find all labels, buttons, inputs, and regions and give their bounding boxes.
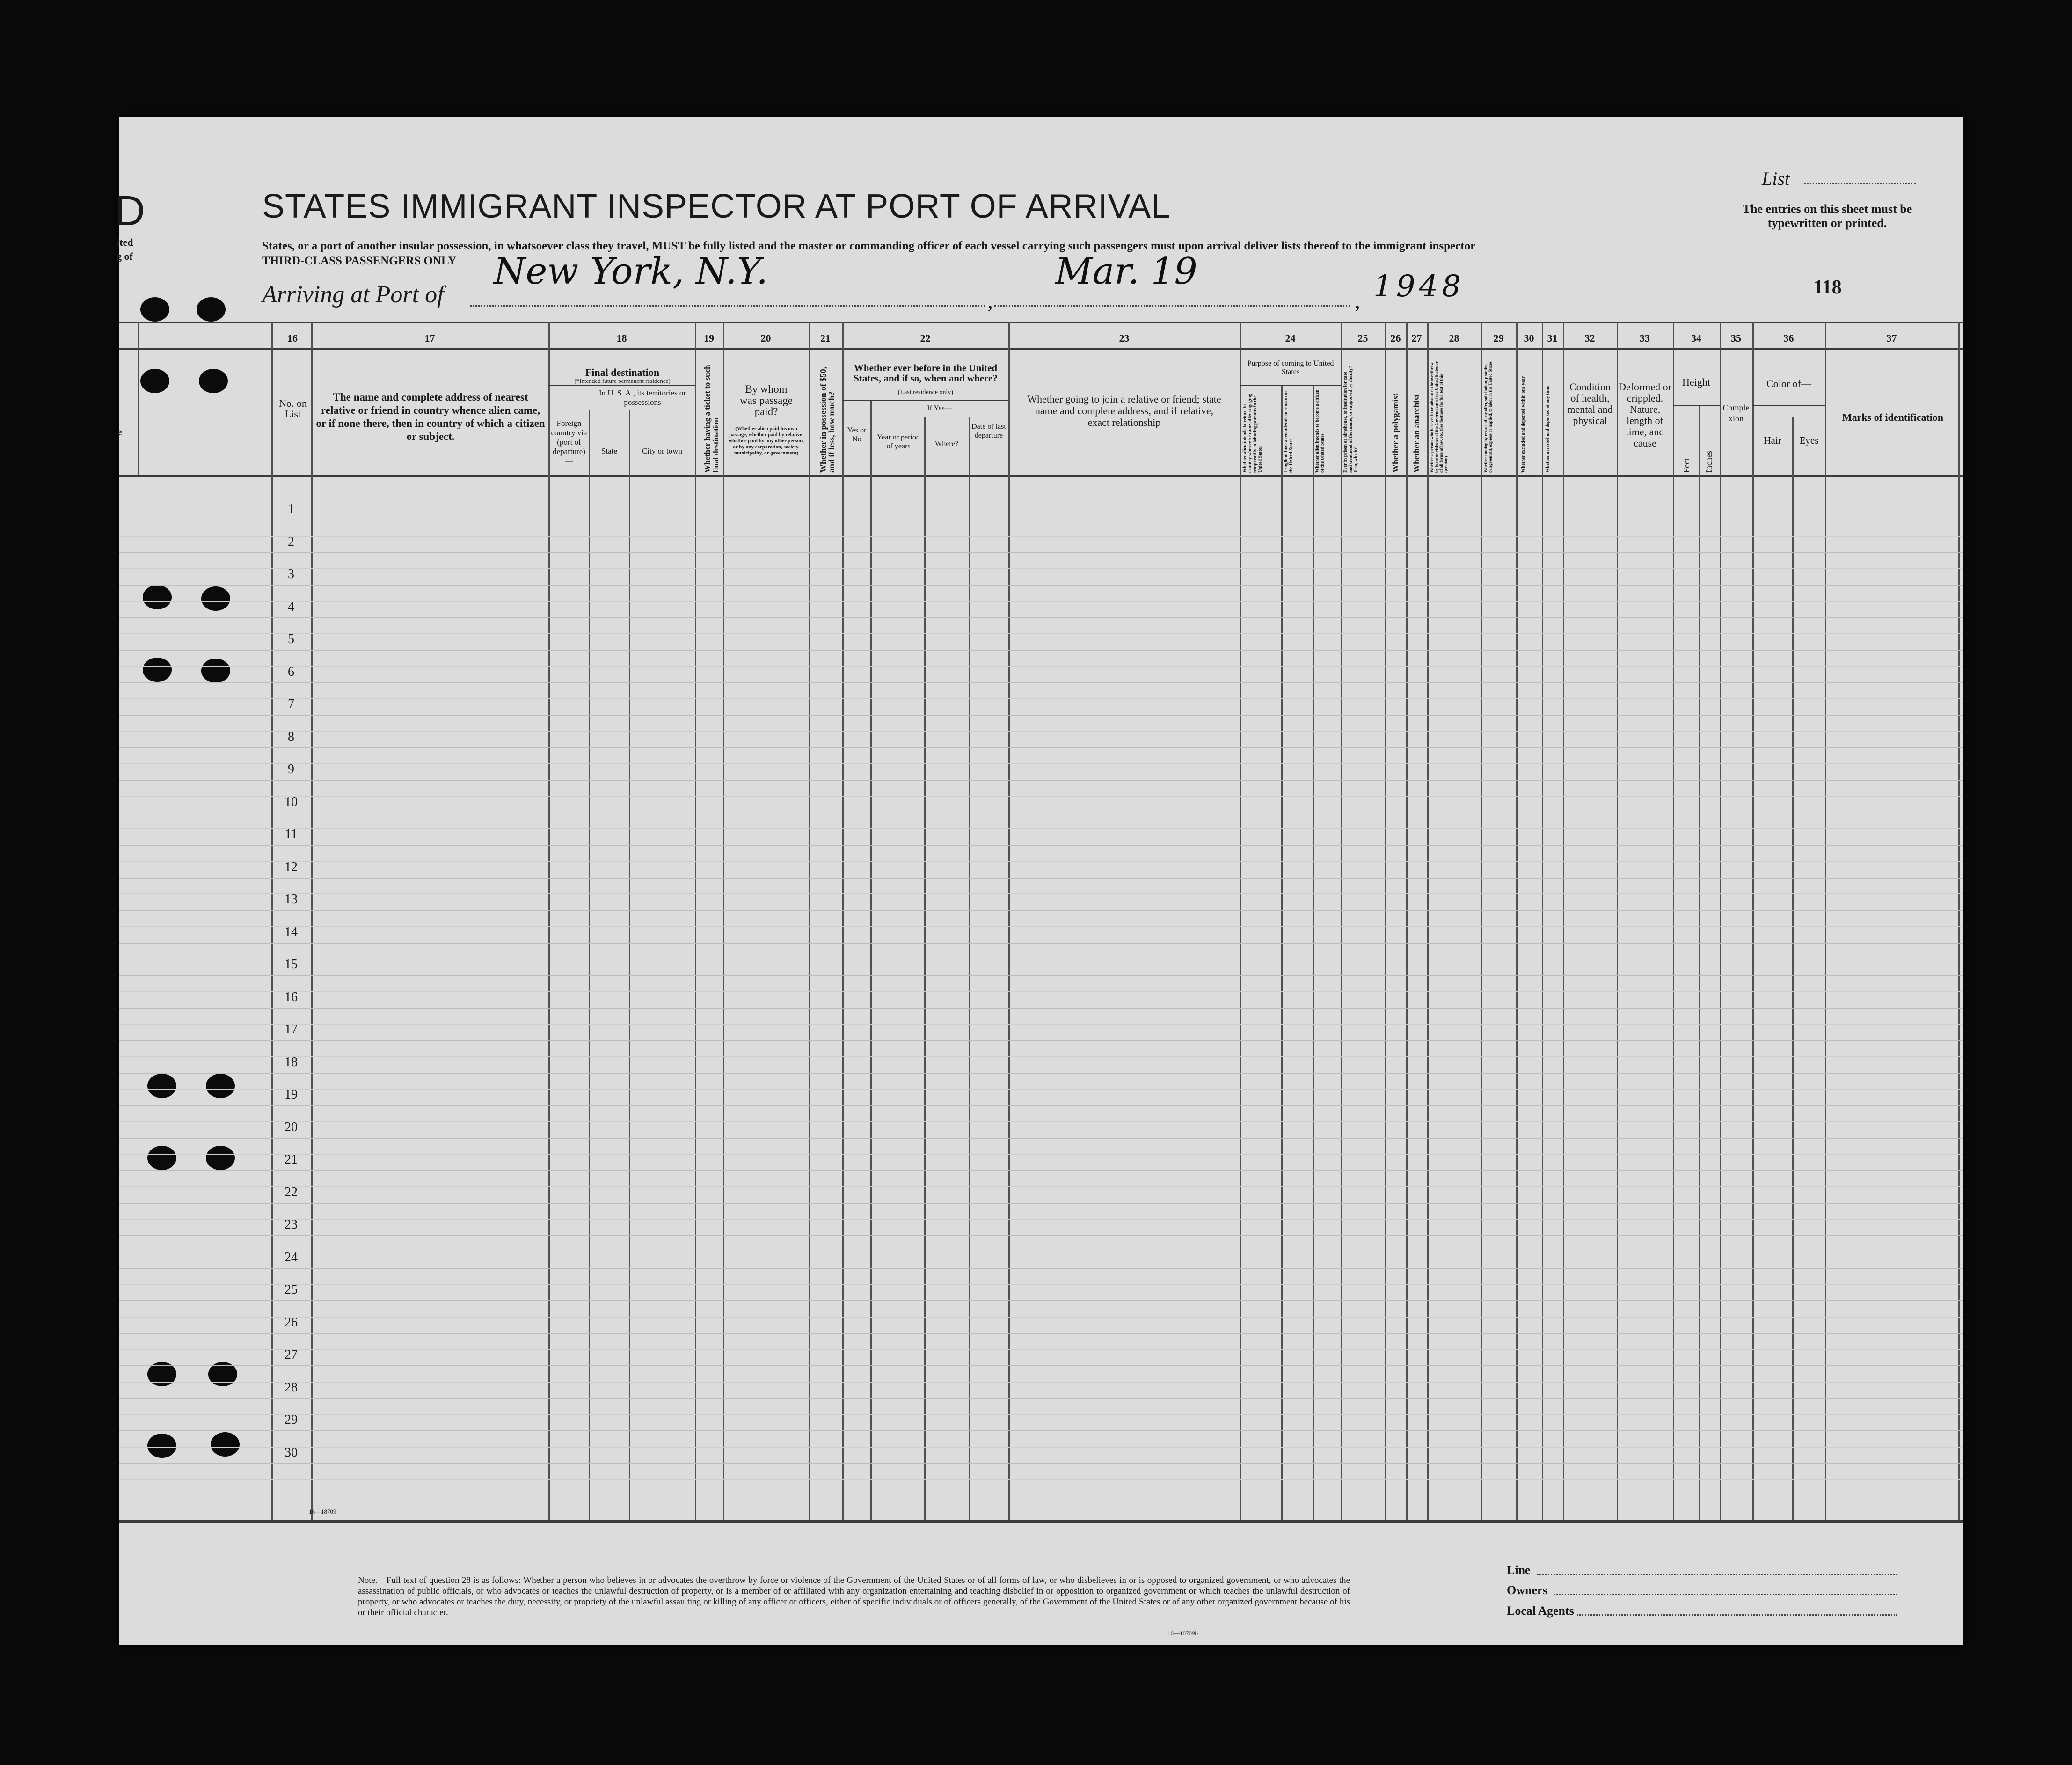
row-rule	[119, 1203, 1963, 1204]
header-city: City or town	[642, 447, 682, 455]
row-number: 13	[285, 892, 298, 907]
list-label: List	[1762, 168, 1790, 189]
row-rule	[119, 943, 1963, 944]
header-if-yes: If Yes—	[927, 404, 952, 412]
header-date-last-departure: Date of last departure	[971, 423, 1006, 439]
header-anarchist: Whether an anarchist	[1412, 394, 1421, 473]
row-number: 29	[285, 1413, 298, 1427]
left-fragment-letter: D	[115, 188, 145, 234]
form-subtitle: States, or a port of another insular possession, in whatsoever class they travel, MUST be fully listed and the master or commanding officer of each vessel carrying such passengers must upon arrival deliver lists thereof to the immigrant inspector	[262, 240, 1476, 252]
row-rule	[119, 552, 1963, 553]
header-number-rule	[119, 348, 1963, 350]
form-code: 16—18709	[309, 1508, 336, 1515]
header-eyes: Eyes	[1799, 435, 1819, 446]
header-marks: Marks of identification	[1842, 411, 1944, 423]
column-number: 24	[1285, 332, 1296, 344]
column-rule	[1792, 417, 1794, 1520]
row-subrule	[119, 568, 1963, 569]
header-final-destination: Final destination	[585, 366, 660, 378]
row-number: 20	[285, 1120, 298, 1135]
column-rule	[548, 322, 550, 1520]
column-number: 19	[704, 332, 714, 344]
row-rule	[119, 682, 1963, 683]
header-arrested-deported: Whether arrested and deported at any time	[1545, 386, 1550, 473]
row-rule	[119, 1463, 1963, 1464]
header-in-usa: In U. S. A., its territories or possessions	[598, 388, 686, 407]
row-rule	[119, 845, 1963, 846]
date-handwritten: Mar. 19	[1055, 250, 1197, 293]
row-subrule	[119, 861, 1963, 862]
column-rule	[271, 322, 273, 1520]
row-number: 15	[285, 957, 298, 972]
row-subrule	[119, 1024, 1963, 1025]
column-number: 18	[616, 332, 627, 344]
subheader-rule	[548, 385, 695, 386]
row-subrule	[119, 796, 1963, 797]
column-rule	[1481, 322, 1482, 1520]
column-rule	[1427, 322, 1429, 1520]
column-number: 23	[1119, 332, 1130, 344]
row-subrule	[119, 763, 1963, 764]
punch-hole	[201, 586, 230, 611]
header-become-citizen: Whether alien intends to become a citizen of the United States	[1315, 389, 1325, 473]
header-hair: Hair	[1764, 435, 1781, 446]
date-line	[994, 305, 1350, 307]
header-year-period: Year or period of years	[877, 433, 920, 450]
column-number: 30	[1524, 332, 1534, 344]
row-number: 23	[285, 1217, 298, 1232]
row-number: 26	[285, 1315, 298, 1330]
row-number: 10	[285, 794, 298, 809]
row-number: 12	[285, 859, 298, 874]
row-rule	[119, 780, 1963, 781]
subheader-rule	[842, 400, 1008, 401]
row-rule	[119, 585, 1963, 586]
column-number: 36	[1783, 332, 1794, 344]
column-rule	[1341, 322, 1342, 1520]
row-number: 16	[285, 989, 298, 1004]
column-rule	[1825, 322, 1826, 1520]
instructions: The entries on this sheet must be typewritten or printed.	[1742, 202, 1912, 230]
column-rule	[1385, 322, 1386, 1520]
header-return-intent: Whether alien intends to return to country whence he came after engaging temporarily in laboring pursuits in the United States	[1242, 394, 1263, 473]
row-rule	[119, 1333, 1963, 1334]
comma: ,	[1355, 288, 1360, 313]
header-joining-relative: Whether going to join a relative or friend; state name and complete address, and if relative, exact relationship	[1027, 393, 1221, 428]
header-passage-paid: By whom was passage paid?	[739, 383, 793, 417]
row-rule	[119, 1138, 1963, 1139]
row-number: 5	[288, 632, 294, 646]
header-health: Condition of health, mental and physical	[1567, 381, 1613, 426]
row-subrule	[119, 633, 1963, 634]
column-rule	[629, 410, 630, 1520]
column-rule	[138, 322, 139, 475]
header-excluded-deported: Whether excluded and deported within one year	[1521, 376, 1526, 473]
row-subrule	[119, 1382, 1963, 1383]
column-rule	[1313, 386, 1314, 1520]
column-number: 21	[820, 332, 831, 344]
header-prison: Ever in prison or almshouse, or institution for care and treatment of the insane, or supported by charity? If so, which?	[1343, 366, 1358, 473]
form-code-b: 16—18709b	[1167, 1630, 1198, 1637]
header-length-stay: Length of time alien intends to remain in the United States	[1284, 391, 1294, 473]
row-rule	[119, 1430, 1963, 1431]
row-number: 7	[288, 697, 294, 711]
form-title: STATES IMMIGRANT INSPECTOR AT PORT OF ARRIVAL	[262, 188, 1171, 225]
header-no-on-list: No. on List	[279, 397, 307, 420]
row-subrule	[119, 731, 1963, 732]
punch-hole	[143, 658, 172, 682]
line-field[interactable]	[1537, 1574, 1897, 1575]
row-rule	[119, 617, 1963, 618]
row-subrule	[119, 1219, 1963, 1220]
row-number: 25	[285, 1282, 298, 1297]
column-number: 34	[1691, 332, 1701, 344]
row-rule	[119, 1170, 1963, 1171]
left-fragment-text: e	[117, 426, 122, 438]
header-yes-or-no: Yes or No	[847, 426, 867, 443]
row-subrule	[119, 1349, 1963, 1350]
row-number: 24	[285, 1250, 298, 1265]
column-rule	[723, 322, 724, 1520]
punch-hole	[147, 1434, 176, 1458]
column-number: 20	[760, 332, 771, 344]
column-number: 37	[1886, 332, 1897, 344]
comma: ,	[987, 288, 993, 313]
column-rule	[809, 322, 810, 1520]
column-rule	[924, 417, 926, 1520]
row-subrule	[119, 1284, 1963, 1285]
row-rule	[119, 1040, 1963, 1041]
header-where: Where?	[935, 440, 958, 448]
row-subrule	[119, 991, 1963, 992]
row-rule	[119, 1268, 1963, 1269]
column-rule	[1516, 322, 1518, 1520]
subheader-rule	[1240, 385, 1341, 386]
footnote: Note.—Full text of question 28 is as follows: Whether a person who believes in or advocates the overthrow by force or violence of the Government of the United States or of all forms of law, or who disbelieves in or is opposed to organized government, or who advocates the assassination of public officials, or who advocates or teaches the unlawful destruction of property, or is a member of or affiliated with any organization entertaining and teaching disbelief in or opposition to organized government or which teaches the unlawful destruction of property, or who advocates or teaches the duty, necessity, or propriety of the unlawful assaulting or killing of any officer or officers, either of specific individuals or of officers generally, of the Government of the United States or of any other organized government because of his or their official character.	[358, 1575, 1350, 1618]
header-last-residence-note: (Last residence only)	[897, 389, 954, 396]
punch-hole	[147, 1074, 176, 1098]
row-subrule	[119, 1056, 1963, 1057]
column-rule	[969, 417, 970, 1520]
header-height: Height	[1682, 376, 1710, 388]
arriving-label: Arriving at Port of	[262, 281, 444, 308]
row-number: 1	[288, 502, 294, 516]
header-fifty-dollars: Whether in possession of $50, and if less, how much?	[818, 366, 836, 473]
header-inches: Inches	[1704, 451, 1714, 473]
sheet-number: 118	[1813, 277, 1842, 298]
port-line	[470, 305, 985, 307]
row-number: 14	[285, 924, 298, 939]
punch-hole	[206, 1074, 235, 1098]
row-number: 22	[285, 1185, 298, 1200]
row-subrule	[119, 666, 1963, 667]
punch-hole	[140, 369, 169, 393]
list-number-line	[1804, 183, 1916, 184]
column-number: 33	[1640, 332, 1650, 344]
class-label: THIRD-CLASS PASSENGERS ONLY	[262, 255, 457, 267]
header-deformed: Deformed or crippled. Nature, length of time, and cause	[1618, 381, 1671, 449]
column-number: 26	[1390, 332, 1401, 344]
row-number: 11	[285, 827, 298, 842]
owners-field[interactable]	[1554, 1594, 1897, 1595]
column-rule	[842, 322, 844, 1520]
column-rule	[1240, 322, 1241, 1520]
column-rule	[1699, 406, 1700, 1520]
row-subrule	[119, 1154, 1963, 1155]
column-rule	[1406, 322, 1408, 1520]
row-number: 19	[285, 1087, 298, 1102]
column-number: 25	[1357, 332, 1368, 344]
column-rule	[1752, 322, 1754, 1520]
column-rule	[1720, 322, 1721, 1520]
row-rule	[119, 1235, 1963, 1236]
header-purpose: Purpose of coming to United States	[1247, 359, 1334, 376]
punch-hole	[197, 297, 226, 322]
row-number: 30	[285, 1445, 298, 1460]
column-number: 22	[920, 332, 931, 344]
column-rule	[1008, 322, 1010, 1520]
column-number: 35	[1731, 332, 1741, 344]
row-number: 28	[285, 1380, 298, 1395]
row-subrule	[119, 1089, 1963, 1090]
row-number: 21	[285, 1152, 298, 1167]
row-number: 9	[288, 762, 294, 776]
row-subrule	[119, 828, 1963, 829]
row-rule	[119, 747, 1963, 748]
punch-hole	[147, 1146, 176, 1170]
column-number: 29	[1493, 332, 1504, 344]
local-agents-field-label: Local Agents	[1507, 1604, 1574, 1618]
row-subrule	[119, 1317, 1963, 1318]
header-state: State	[601, 447, 617, 455]
row-subrule	[119, 1414, 1963, 1415]
subheader-rule	[1673, 405, 1720, 406]
row-rule	[119, 650, 1963, 651]
header-passage-paid-note: (Whether alien paid his own passage, whether paid by relative, whether paid by any other person, or by any corporation, society, municipality, or government)	[729, 426, 804, 456]
row-number: 4	[288, 599, 294, 614]
header-complexion: Complexion	[1722, 403, 1750, 423]
row-number: 6	[288, 664, 294, 679]
row-rule	[119, 1008, 1963, 1009]
row-rule	[119, 1300, 1963, 1301]
header-bottom-rule	[119, 475, 1963, 477]
row-rule	[119, 1365, 1963, 1366]
column-rule	[1958, 322, 1960, 1520]
row-subrule	[119, 698, 1963, 699]
header-ticket: Whether having a ticket to such final destination	[703, 365, 720, 473]
port-handwritten: New York, N.Y.	[494, 250, 768, 293]
column-rule	[311, 322, 313, 1520]
row-subrule	[119, 1479, 1963, 1480]
column-number: 17	[424, 332, 435, 344]
line-field-label: Line	[1507, 1563, 1531, 1577]
header-ever-before-us: Whether ever before in the United States, and if so, when and where?	[854, 362, 998, 384]
local-agents-field[interactable]	[1577, 1614, 1897, 1616]
column-number: 28	[1449, 332, 1459, 344]
table-bottom-rule	[119, 1520, 1963, 1523]
row-number: 3	[288, 567, 294, 581]
header-labor-offer: Whether coming by reason of any offer, solicitation, promise, or agreement, express or implied, to labor in the United States	[1483, 361, 1493, 473]
row-rule	[119, 1105, 1963, 1106]
punch-hole	[206, 1146, 235, 1170]
row-number: 8	[288, 729, 294, 744]
column-rule	[1617, 322, 1618, 1520]
column-number: 32	[1584, 332, 1595, 344]
header-feet: Feet	[1682, 458, 1691, 473]
row-subrule	[119, 536, 1963, 537]
row-rule	[119, 1398, 1963, 1399]
row-rule	[119, 878, 1963, 879]
row-number: 17	[285, 1022, 298, 1037]
punch-hole	[199, 369, 228, 393]
row-number: 27	[285, 1348, 298, 1362]
row-rule	[119, 715, 1963, 716]
row-subrule	[119, 601, 1963, 602]
left-fragment-text: ited	[117, 236, 133, 248]
column-rule	[1563, 322, 1564, 1520]
punch-hole	[211, 1432, 240, 1457]
header-overthrow: Whether a person who believes in or advocates the overthrow by force or violence of the Government of the United States or of all forms of law, etc. (See footnote for full text of this question)	[1430, 361, 1448, 473]
row-subrule	[119, 893, 1963, 894]
column-number: 27	[1411, 332, 1422, 344]
punch-hole	[143, 585, 172, 609]
row-rule	[119, 910, 1963, 911]
header-color-of: Color of—	[1766, 378, 1811, 389]
year-handwritten: 1948	[1373, 269, 1465, 304]
row-rule	[119, 1073, 1963, 1074]
row-number: 18	[285, 1055, 298, 1069]
subheader-rule	[1752, 405, 1825, 406]
header-final-destination-note: (*Intended future permanent residence)	[574, 377, 671, 384]
table-top-rule	[119, 322, 1963, 323]
row-subrule	[119, 926, 1963, 927]
column-rule	[695, 322, 696, 1520]
column-rule	[1542, 322, 1543, 1520]
column-rule	[1281, 386, 1283, 1520]
row-subrule	[119, 1121, 1963, 1122]
row-subrule	[119, 1186, 1963, 1187]
column-number: 16	[287, 332, 298, 344]
header-polygamist: Whether a polygamist	[1391, 393, 1400, 473]
owners-field-label: Owners	[1507, 1583, 1547, 1597]
header-foreign-country: Foreign country via (port of departure)—	[551, 419, 587, 465]
left-fragment-text: g of	[117, 250, 133, 262]
manifest-sheet	[115, 117, 1963, 1645]
row-number: 2	[288, 534, 294, 549]
column-number: 31	[1547, 332, 1558, 344]
row-subrule	[119, 1447, 1963, 1448]
punch-hole	[201, 659, 230, 683]
column-rule	[589, 410, 590, 1520]
punch-hole	[140, 297, 169, 322]
column-rule	[1673, 322, 1674, 1520]
header-nearest-relative: The name and complete address of nearest relative or friend in country whence alien came, or if none there, then in country of which a citizen or subject.	[316, 391, 545, 442]
row-rule	[119, 975, 1963, 976]
